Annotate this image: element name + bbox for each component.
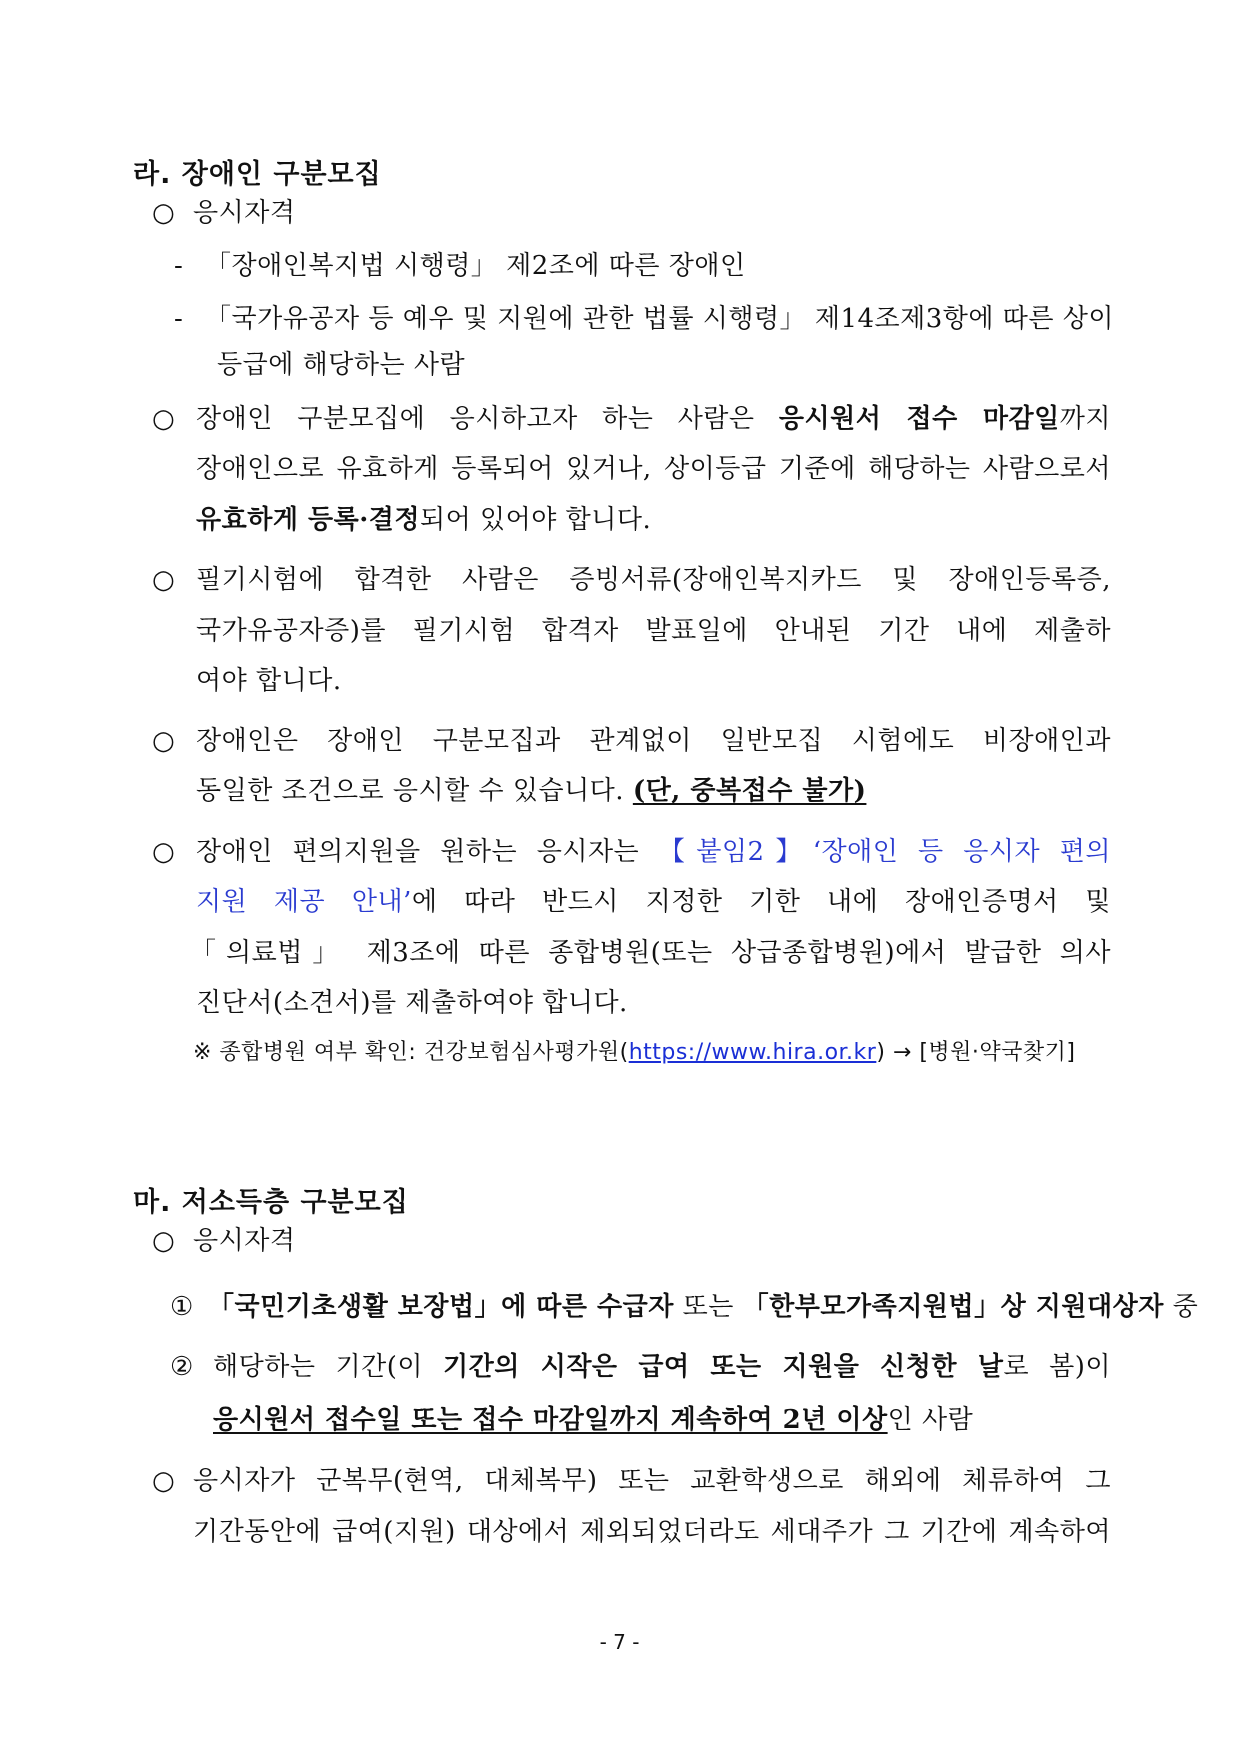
- qualification-item-2-line1: 「국가유공자 등 예우 및 지원에 관한 법률 시행령」 제14조제3항에 따른 상이: [205, 304, 1115, 334]
- page-number: - 7 -: [599, 1630, 640, 1654]
- paragraph-line: 장애인은 장애인 구분모집과 관계없이 일반모집 시험에도 비장애인과: [196, 726, 1111, 756]
- paragraph-line: 국가유공자증)를 필기시험 합격자 발표일에 안내된 기간 내에 제출하: [196, 616, 1111, 646]
- paragraph-line: 유효하게 등록·결정되어 있어야 합니다.: [196, 505, 652, 535]
- qualification-label: 응시자격: [193, 198, 296, 228]
- number-marker-1: ①: [170, 1292, 194, 1322]
- qualification-item-2-line2: 응시원서 접수일 또는 접수 마감일까지 계속하여 2년 이상인 사람: [213, 1405, 974, 1435]
- paragraph-line: 지원 제공 안내’에 따라 반드시 지정한 기한 내에 장애인증명서 및: [196, 887, 1111, 917]
- circle-bullet: ○: [152, 198, 175, 228]
- paragraph-line: 여야 합니다.: [196, 666, 342, 696]
- circle-bullet: ○: [152, 726, 175, 756]
- qualification-item-2-line1: 해당하는 기간(이 기간의 시작은 급여 또는 지원을 신청한 날로 봄)이: [213, 1352, 1111, 1382]
- paragraph-line: 기간동안에 급여(지원) 대상에서 제외되었더라도 세대주가 그 기간에 계속하여: [193, 1517, 1111, 1547]
- section-heading-low-income-recruitment: 마. 저소득층 구분모집: [133, 1187, 409, 1218]
- circle-bullet: ○: [152, 1466, 175, 1496]
- paragraph-line: 필기시험에 합격한 사람은 증빙서류(장애인복지카드 및 장애인등록증,: [196, 565, 1111, 595]
- dash-bullet: -: [174, 304, 183, 334]
- qualification-item-1: 「장애인복지법 시행령」 제2조에 따른 장애인: [205, 251, 746, 281]
- qualification-item-2-line2: 등급에 해당하는 사람: [217, 350, 466, 380]
- paragraph-line: 동일한 조건으로 응시할 수 있습니다. (단, 중복접수 불가): [196, 776, 867, 806]
- paragraph-line: 「의료법」 제3조에 따른 종합병원(또는 상급종합병원)에서 발급한 의사: [190, 938, 1111, 968]
- paragraph-line: 장애인으로 유효하게 등록되어 있거나, 상이등급 기준에 해당하는 사람으로서: [196, 454, 1111, 484]
- circle-bullet: ○: [152, 404, 175, 434]
- duplicate-application-note: (단, 중복접수 불가): [632, 776, 867, 806]
- paragraph-line: 장애인 구분모집에 응시하고자 하는 사람은 응시원서 접수 마감일까지: [196, 404, 1111, 434]
- circle-bullet: ○: [152, 565, 175, 595]
- number-marker-2: ②: [170, 1352, 194, 1382]
- dash-bullet: -: [174, 251, 183, 281]
- qualification-item-1: 「국민기초생활 보장법」에 따른 수급자 또는 「한부모가족지원법」상 지원대상자 중: [208, 1292, 1199, 1322]
- qualification-label: 응시자격: [193, 1226, 296, 1256]
- paragraph-line: 장애인 편의지원을 원하는 응시자는 【붙임2】‘장애인 등 응시자 편의: [196, 837, 1111, 867]
- circle-bullet: ○: [152, 837, 175, 867]
- attachment-reference: 【붙임2】‘장애인 등 응시자 편의: [658, 837, 1111, 867]
- reference-note: ※ 종합병원 여부 확인: 건강보험심사평가원(https://www.hira.or.kr) → [병원·약국찾기]: [193, 1040, 1076, 1065]
- paragraph-line: 응시자가 군복무(현역, 대체복무) 또는 교환학생으로 해외에 체류하여 그: [193, 1466, 1111, 1496]
- paragraph-line: 진단서(소견서)를 제출하여야 합니다.: [196, 988, 628, 1018]
- section-heading-disabled-recruitment: 라. 장애인 구분모집: [133, 159, 382, 190]
- circle-bullet: ○: [152, 1226, 175, 1256]
- hira-link[interactable]: https://www.hira.or.kr: [628, 1040, 877, 1065]
